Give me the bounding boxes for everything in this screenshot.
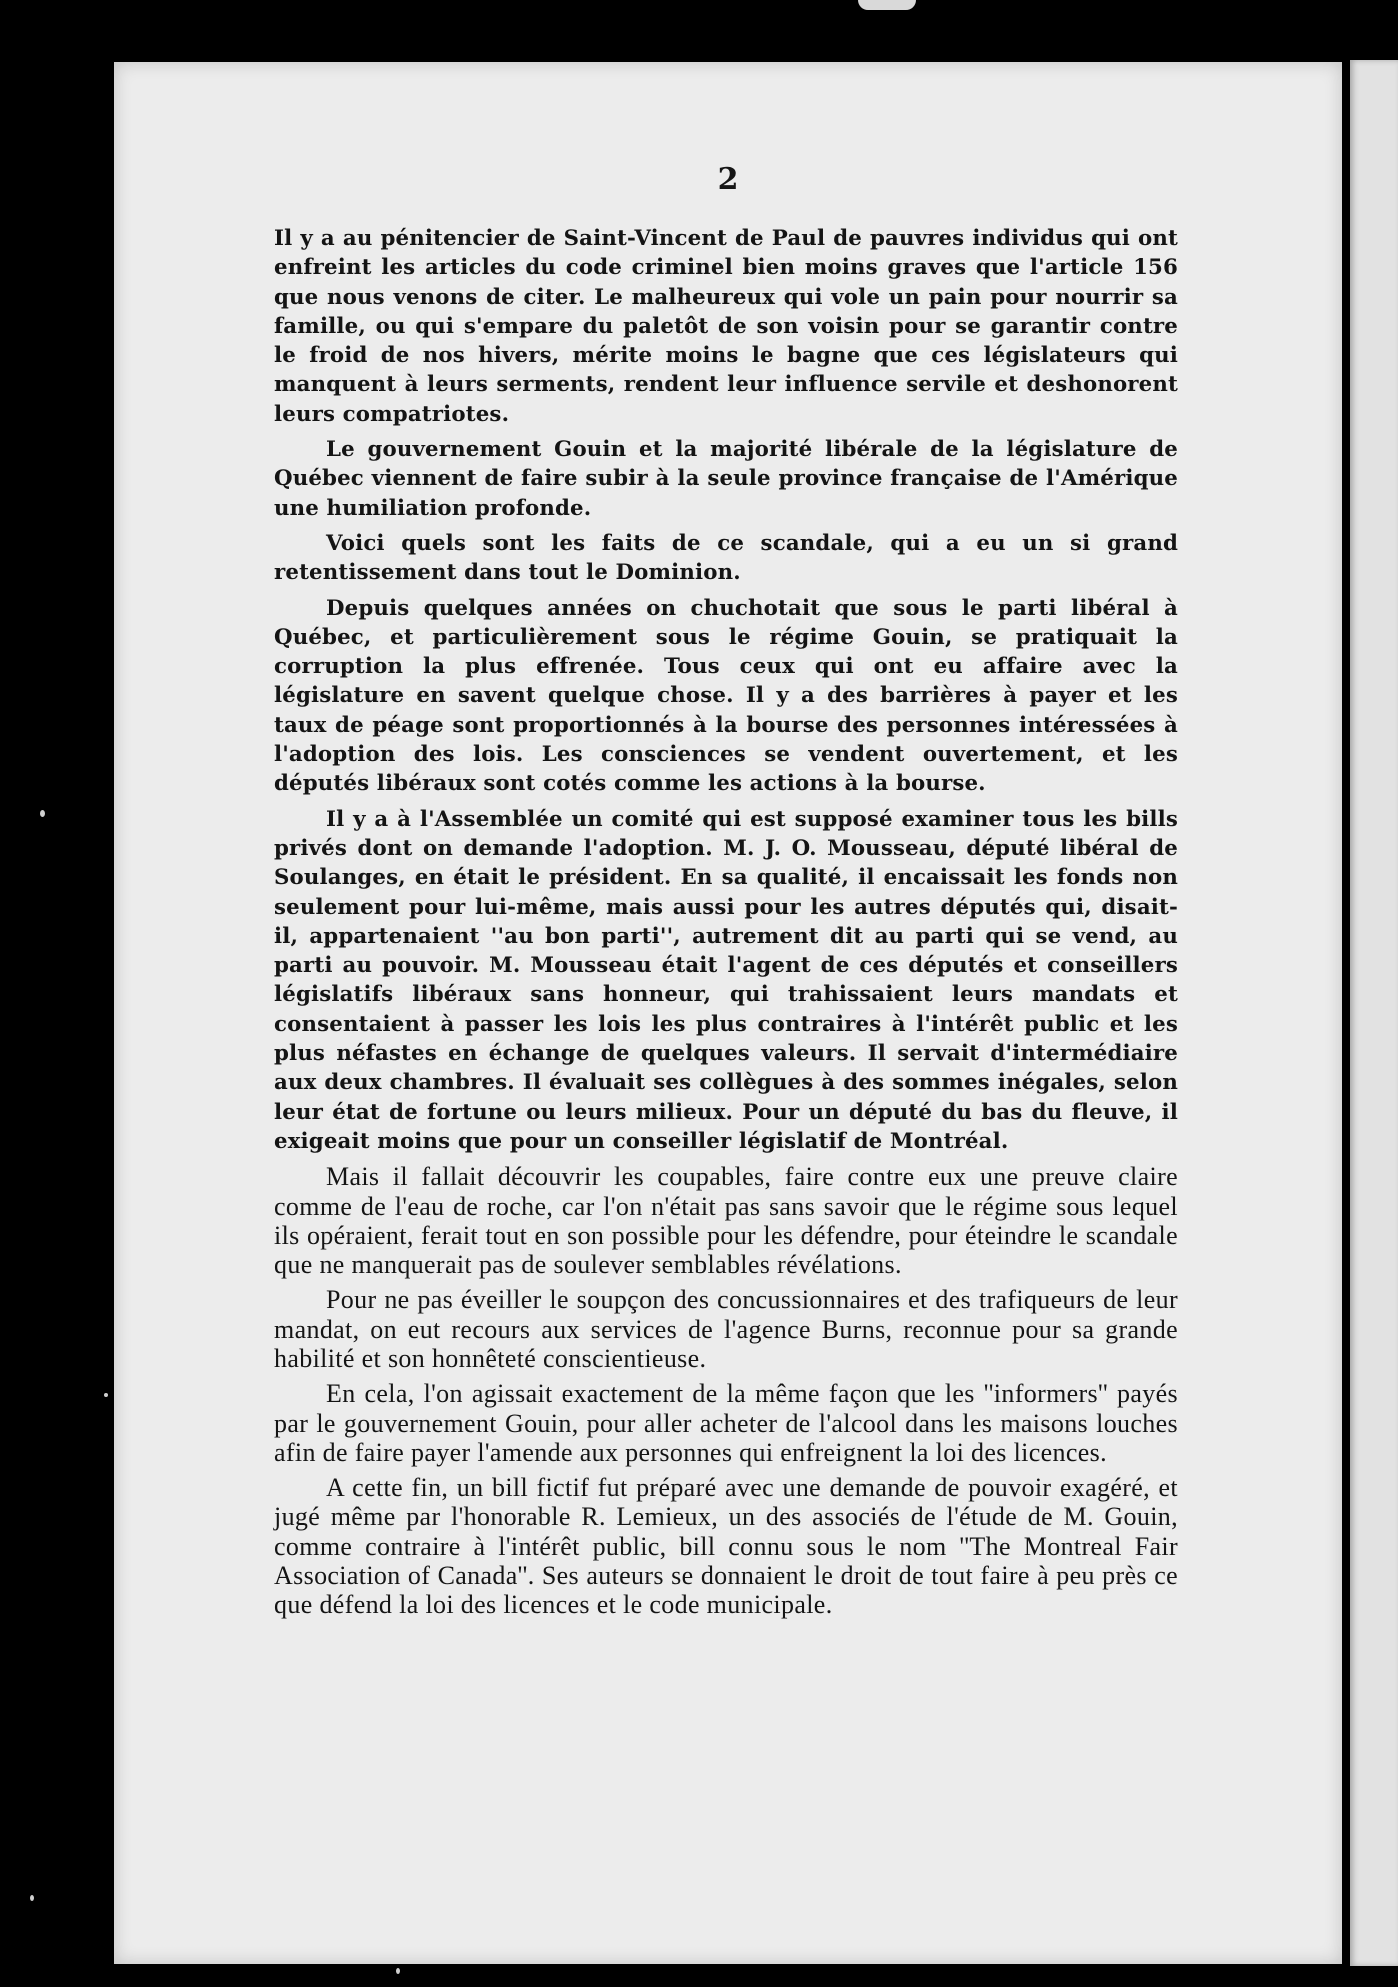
- scan-speck: [104, 1393, 108, 1397]
- paragraph-9: A cette fin, un bill fictif fut préparé avec une demande de pouvoir exagéré, et jugé même par l'honorable R. Lemieux, un des associés de l'étude de M. Gouin, comme contraire à l'intérêt public, bill connu sous le nom ''The Montreal Fair Association of Canada''. Ses auteurs se donnaient le droit de tout faire à peu près ce que défend la loi des licences et le code municipale.: [274, 1473, 1178, 1620]
- paragraph-2: Le gouvernement Gouin et la majorité libérale de la législature de Québec viennent de faire subir à la seule province française de l'Amérique une humiliation profonde.: [274, 437, 1178, 521]
- paragraph-8: En cela, l'on agissait exactement de la même façon que les ''informers'' payés par le gouvernement Gouin, pour aller acheter de l'alcool dans les maisons louches afin de faire payer l'amende aux personnes qui enfreignent la loi des licences.: [274, 1379, 1178, 1467]
- adjacent-page-edge: [1350, 60, 1398, 1966]
- paragraph-1: Il y a au pénitencier de Saint-Vincent de Paul de pauvres individus qui ont enfreint les articles du code criminel bien moins graves que l'article 156 que nous venons de citer. Le malheureux qui vole un pain pour nourrir sa famille, ou qui s'empare du paletôt de son voisin pour se garantir contre le froid de nos hivers, mérite moins le bagne que ces législateurs qui manquent à leurs serments, rendent leur influence servile et deshonorent leurs compatriotes.: [274, 226, 1178, 427]
- scan-speck: [30, 1895, 34, 1901]
- paragraph-6: Mais il fallait découvrir les coupables, faire contre eux une preuve claire comme de l'eau de roche, car l'on n'était pas sans savoir que le régime sous lequel ils opéraient, ferait tout en son possible pour les défendre, pour éteindre le scandale que ne manquerait pas de soulever semblables révélations.: [274, 1162, 1178, 1280]
- paragraph-3: Voici quels sont les faits de ce scandale, qui a eu un si grand retentissement dans tout le Dominion.: [274, 530, 1178, 586]
- scan-artifact: [858, 0, 916, 10]
- paragraph-7: Pour ne pas éveiller le soupçon des concussionnaires et des trafiqueurs de leur mandat, on eut recours aux services de l'agence Burns, reconnue pour sa grande habilité et son honnêteté conscientieuse.: [274, 1285, 1178, 1373]
- scan-speck: [396, 1968, 400, 1974]
- paragraph-5: Il y a à l'Assemblée un comité qui est supposé examiner tous les bills privés dont on demande l'adoption. M. J. O. Mousseau, député libéral de Soulanges, en était le président. En sa qualité, il encaissait les fonds non seulement pour lui-même, mais aussi pour les autres députés qui, disait-il, appartenaient ''au bon parti'', autrement dit au parti qui se vend, au parti au pouvoir. M. Mousseau était l'agent de ces députés et conseillers législatifs libéraux sans honneur, qui trahissaient leurs mandats et consentaient à passer les lois les plus contraires à l'intérêt public et les plus néfastes en échange de quelques valeurs. Il servait d'intermédiaire aux deux chambres. Il évaluait ses collègues à des sommes inégales, selon leur état de fortune ou leurs milieux. Pour un député du bas du fleuve, il exigeait moins que pour un conseiller législatif de Montréal.: [274, 806, 1178, 1154]
- page-number: 2: [717, 162, 739, 197]
- scan-speck: [40, 810, 45, 817]
- document-body: [274, 224, 1178, 1626]
- document-page: [114, 62, 1342, 1964]
- paragraph-4: Depuis quelques années on chuchotait que sous le parti libéral à Québec, et particulièrement sous le régime Gouin, se pratiquait la corruption la plus effrenée. Tous ceux qui ont eu affaire avec la législature en savent quelque chose. Il y a des barrières à payer et les taux de péage sont proportionnés à la bourse des personnes intéressées à l'adoption des lois. Les consciences se vendent ouvertement, et les députés libéraux sont cotés comme les actions à la bourse.: [274, 595, 1178, 797]
